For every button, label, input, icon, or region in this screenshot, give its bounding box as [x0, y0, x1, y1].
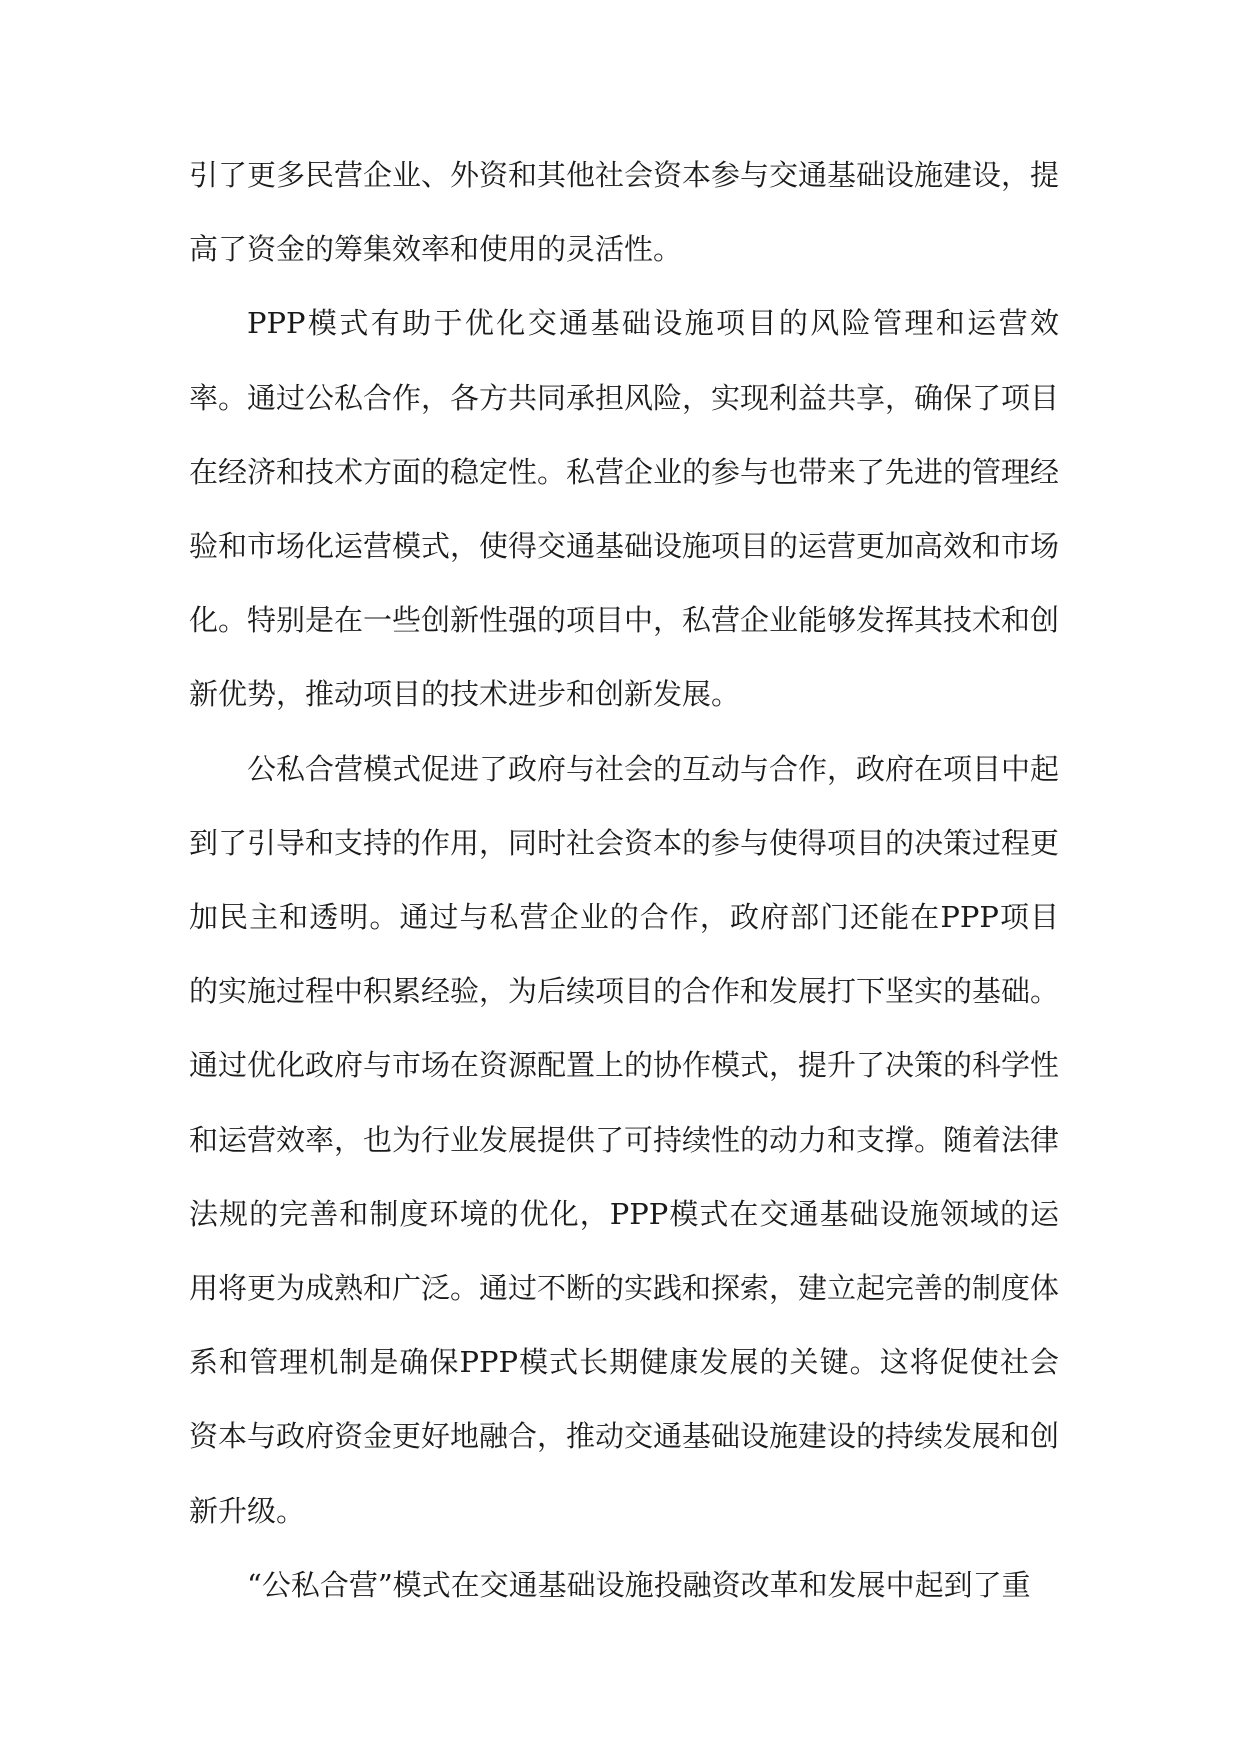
paragraph-ppp-role: “公私合营”模式在交通基础设施投融资改革和发展中起到了重 [247, 1567, 1031, 1602]
paragraph-risk-management: PPP模式有助于优化交通基础设施项目的风险管理和运营效率。通过公私合作，各方共同承担风险，实现利益共享，确保了项目在经济和技术方面的稳定性。私营企业的参与也带来了先进的管理经验和市场化运营模式，使得交通基础设施项目的运营更加高效和市场化。特别是在一些创新性强的项目中，私营企业能够发挥其技术和创新优势，推动项目的技术进步和创新发展。 [189, 306, 1060, 712]
paragraph-continuation: 引了更多民营企业、外资和其他社会资本参与交通基础设施建设，提高了资金的筹集效率和使用的灵活性。 [189, 158, 1060, 267]
paragraph-government-cooperation: 公私合营模式促进了政府与社会的互动与合作，政府在项目中起到了引导和支持的作用，同时社会资本的参与使得项目的决策过程更加民主和透明。通过与私营企业的合作，政府部门还能在PPP项目的实施过程中积累经验，为后续项目的合作和发展打下坚实的基础。通过优化政府与市场在资源配置上的协作模式，提升了决策的科学性和运营效率，也为行业发展提供了可持续性的动力和支撑。随着法律法规的完善和制度环境的优化，PPP模式在交通基础设施领域的运用将更为成熟和广泛。通过不断的实践和探索，建立起完善的制度体系和管理机制是确保PPP模式长期健康发展的关键。这将促使社会资本与政府资金更好地融合，推动交通基础设施建设的持续发展和创新升级。 [189, 751, 1060, 1528]
document-page [189, 138, 1059, 1622]
